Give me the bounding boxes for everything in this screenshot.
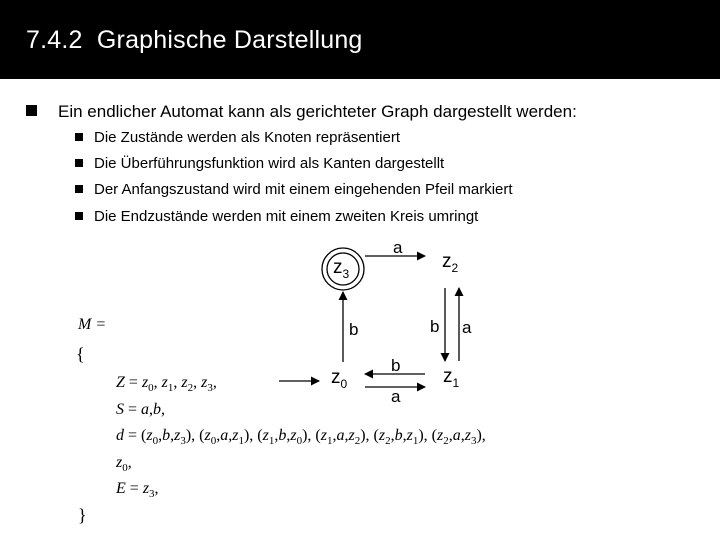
alphabet-definition: S = a,b, [116,401,166,418]
node-z1-label: $z_1$ [443,366,460,390]
sub-bullet-text: Die Endzustände werden mit einem zweiten Kreis umringt [94,208,479,225]
final-states-definition: $E = z_3$, [116,480,159,501]
node-z2-label: $z_2$ [442,251,459,275]
states-definition: $Z = z_0$, $z_1$, $z_2$, $z_3$, [116,374,217,395]
sub-bullet-text: Der Anfangszustand wird mit einem eingehenden Pfeil markiert [94,181,513,198]
page-title: 7.4.2 Graphische Darstellung [26,26,363,54]
edge-label: a [391,387,401,406]
close-brace: } [78,505,87,525]
node-z3-label: $z_3$ [333,257,350,281]
edge-label: a [462,318,472,337]
main-bullet-text: Ein endlicher Automat kann als gerichteter Graph dargestellt werden: [58,102,577,121]
sub-bullet-text: Die Zustände werden als Knoten repräsentiert [94,129,401,146]
edge-label: a [393,238,403,257]
start-state-definition: $z_0$, [116,454,132,475]
sub-bullet-text: Die Überführungsfunktion wird als Kanten dargestellt [94,155,445,172]
edge-label: b [391,356,401,375]
node-z0-label: $z_0$ [331,367,348,391]
edge-label: b [430,317,440,336]
automaton-name: M = [78,316,107,333]
edge-label: b [349,320,359,339]
open-brace: { [76,344,85,364]
transition-definition: $d = (z_0,b,z_3)$, $(z_0,a,z_1)$, $(z_1,b,z_0)$, $(z_1,a,z_2)$, $(z_2,b,z_1)$, $(z_2,a,z_3)$, [116,427,486,448]
